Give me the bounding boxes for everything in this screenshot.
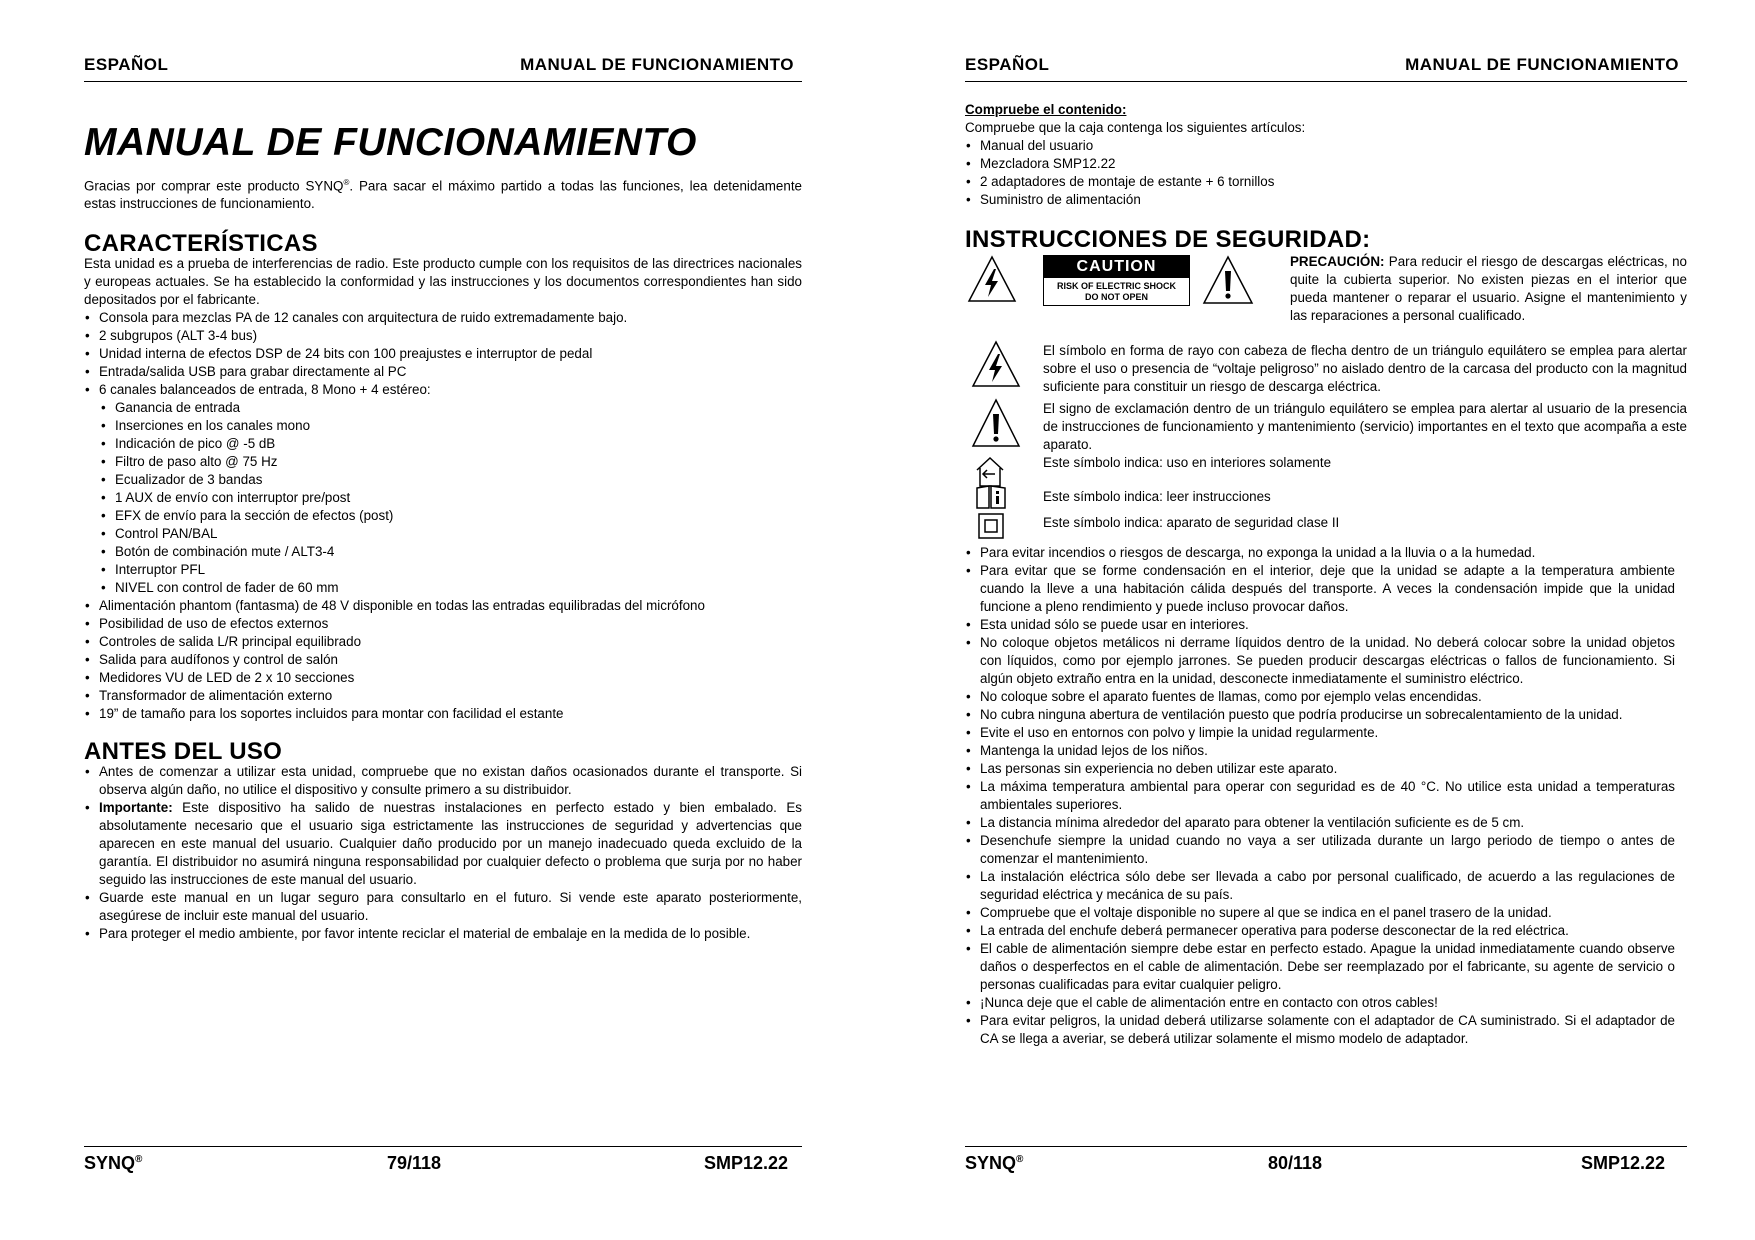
list-item: • Botón de combinación mute / ALT3-4 — [84, 543, 802, 561]
header-language: ESPAÑOL — [965, 55, 1050, 74]
footer-brand: SYNQ® — [84, 1153, 143, 1173]
read-instructions-text: Este símbolo indica: leer instrucciones — [1043, 489, 1271, 504]
safety-heading: INSTRUCCIONES DE SEGURIDAD: — [965, 226, 1371, 253]
class-ii-icon — [977, 512, 1005, 540]
safety-symbols-row — [965, 253, 1687, 338]
footer-model: SMP12.22 — [703, 1153, 788, 1173]
class2-explanation — [965, 514, 1687, 544]
exclamation-text: El signo de exclamación dentro de un triángulo equilátero se emplea para alertar al usuario de la presencia de instrucciones de funcionamiento y mantenimiento (servicio) importantes en el texto que acompaña a este aparato. — [1043, 401, 1687, 452]
list-item: • 2 adaptadores de montaje de estante + 6 tornillos — [965, 173, 1687, 191]
list-item: • Esta unidad sólo se puede usar en interiores. — [965, 616, 1675, 634]
caution-title: CAUTION — [1044, 256, 1189, 278]
list-item: • No coloque sobre el aparato fuentes de llamas, como por ejemplo velas encendidas. — [965, 688, 1675, 706]
read-instructions-icon — [975, 484, 1007, 510]
list-item: • La instalación eléctrica sólo debe ser llevada a cabo por personal cualificado, de acuerdo a las regulaciones de seguridad eléctrica y mecánica de su país. — [965, 868, 1675, 904]
exclamation-warning-icon — [1202, 255, 1254, 305]
class2-text: Este símbolo indica: aparato de seguridad clase II — [1043, 515, 1340, 530]
list-item: • Ganancia de entrada — [84, 399, 802, 417]
page-footer — [965, 1146, 1687, 1177]
list-item: • Para proteger el medio ambiente, por favor intente reciclar el material de embalaje en la medida de lo posible. — [84, 925, 802, 943]
footer-page-number: 80/118 — [1268, 1153, 1323, 1173]
list-item: • Controles de salida L/R principal equilibrado — [84, 633, 802, 651]
list-item: • Importante: Este dispositivo ha salido de nuestras instalaciones en perfecto estado y bien embalado. Es absolutamente necesario que el usuario siga estrictamente las instrucciones de seguridad y advertencias que aparecen en este manual del usuario. Cualquier daño producido por un manejo inadecuado queda excluido de la garantía. El distribuidor no asumirá ninguna responsabilidad por cualquier defecto o problema que surja por no haber seguido las instrucciones de este manual del usuario. — [84, 799, 802, 889]
contents-section — [965, 101, 1687, 209]
features-section — [84, 230, 802, 723]
list-item: • NIVEL con control de fader de 60 mm — [84, 579, 802, 597]
caution-text: RISK OF ELECTRIC SHOCK DO NOT OPEN — [1056, 281, 1176, 302]
list-item: • 19” de tamaño para los soportes incluidos para montar con facilidad el estante — [84, 705, 802, 723]
list-item: • Mezcladora SMP12.22 — [965, 155, 1687, 173]
page-body — [84, 121, 802, 963]
list-item: • La entrada del enchufe deberá permanecer operativa para poderse desconectar de la red eléctrica. — [965, 922, 1675, 940]
main-title: MANUAL DE FUNCIONAMIENTO — [84, 121, 697, 164]
safety-list — [965, 544, 1675, 1048]
contents-intro: Compruebe que la caja contenga los siguientes artículos: — [965, 120, 1306, 135]
list-item: • Compruebe que el voltaje disponible no supere al que se indica en el panel trasero de la unidad. — [965, 904, 1675, 922]
header-title: MANUAL DE FUNCIONAMIENTO — [520, 55, 794, 74]
features-paragraph: Esta unidad es a prueba de interferencias de radio. Este producto cumple con los requisitos de las directrices nacionales y europeas actuales. Se ha establecido la conformidad y las instrucciones y los documentos correspondientes han sido depositados por el fabricante. — [84, 256, 802, 308]
footer-page-number: 79/118 — [387, 1153, 442, 1173]
list-item: • 2 subgrupos (ALT 3-4 bus) — [84, 327, 802, 345]
features-list — [84, 309, 802, 399]
exclamation-explanation — [965, 400, 1687, 454]
list-item: • Suministro de alimentación — [965, 191, 1687, 209]
lightning-explanation — [965, 342, 1687, 396]
list-item: • Guarde este manual en un lugar seguro para consultarlo en el futuro. Si vende este aparato posteriormente, asegúrese de incluir este manual del usuario. — [84, 889, 802, 925]
list-item: • EFX de envío para la sección de efectos (post) — [84, 507, 802, 525]
before-use-list — [84, 763, 802, 943]
lightning-text: El símbolo en forma de rayo con cabeza de flecha dentro de un triángulo equilátero se emplea para alertar sobre el uso o presencia de “voltaje peligroso” no aislado dentro de la carcasa del producto con la magnitud suficiente para constituir un riesgo de descarga eléctrica. — [1043, 343, 1687, 394]
features-sublist — [84, 399, 802, 597]
header-language: ESPAÑOL — [84, 55, 169, 74]
list-item: • Interruptor PFL — [84, 561, 802, 579]
list-item: • Indicación de pico @ -5 dB — [84, 435, 802, 453]
list-item: • No coloque objetos metálicos ni derrame líquidos dentro de la unidad. No deberá colocar sobre la unidad objetos con líquidos, como por ejemplo jarrones. Se pueden producir descargas eléctricas o fallos de funcionamiento. Si algún objeto extraño entra en la unidad, desconecte inmediatamente el suministro eléctrico. — [965, 634, 1675, 688]
list-item: • ¡Nunca deje que el cable de alimentación entre en contacto con otros cables! — [965, 994, 1675, 1012]
list-item: • Para evitar incendios o riesgos de descarga, no exponga la unidad a la lluvia o a la humedad. — [965, 544, 1675, 562]
page-right — [965, 0, 1687, 1240]
page-footer — [84, 1146, 802, 1177]
list-item: • La máxima temperatura ambiental para operar con seguridad es de 40 °C. No utilice esta unidad a temperaturas ambientales superiores. — [965, 778, 1675, 814]
list-item: • 1 AUX de envío con interruptor pre/post — [84, 489, 802, 507]
list-item: • Para evitar que se forme condensación en el interior, deje que la unidad se adapte a la temperatura ambiente cuando la lleve a una habitación cálida después del transporte. A veces la condensación impide que la unidad funcione a pleno rendimiento y puede incluso provocar daños. — [965, 562, 1675, 616]
list-item: • Entrada/salida USB para grabar directamente al PC — [84, 363, 802, 381]
before-use-heading: ANTES DEL USO — [84, 738, 283, 766]
list-item: • Posibilidad de uso de efectos externos — [84, 615, 802, 633]
lightning-warning-icon — [967, 255, 1017, 303]
list-item: • Filtro de paso alto @ 75 Hz — [84, 453, 802, 471]
contents-list — [965, 137, 1687, 209]
lightning-warning-icon — [971, 340, 1021, 388]
list-item: • Ecualizador de 3 bandas — [84, 471, 802, 489]
list-item: • Consola para mezclas PA de 12 canales con arquitectura de ruido extremadamente bajo. — [84, 309, 802, 327]
intro-paragraph: Gracias por comprar este producto SYNQ®. Para sacar el máximo partido a todas las funciones, lea detenidamente estas instrucciones de funcionamiento. — [84, 178, 802, 212]
before-use-section — [84, 738, 802, 943]
list-item: • Inserciones en los canales mono — [84, 417, 802, 435]
list-item: • Desenchufe siempre la unidad cuando no vaya a ser utilizada durante un largo periodo de tiempo o antes de comenzar el mantenimiento. — [965, 832, 1675, 868]
list-item: • No cubra ninguna abertura de ventilación puesto que podría producirse un sobrecalentamiento de la unidad. — [965, 706, 1675, 724]
page-body — [965, 101, 1687, 1048]
list-item: • Evite el uso en entornos con polvo y limpie la unidad regularmente. — [965, 724, 1675, 742]
footer-model: SMP12.22 — [1580, 1153, 1665, 1173]
read-instructions-explanation — [965, 488, 1687, 514]
list-item: • Unidad interna de efectos DSP de 24 bits con 100 preajustes e interruptor de pedal — [84, 345, 802, 363]
list-item: • Salida para audífonos y control de salón — [84, 651, 802, 669]
precaution-text: PRECAUCIÓN: Para reducir el riesgo de descargas eléctricas, no quite la cubierta superior. No existen piezas en el interior que pueda mantener o reparar el usuario. Asigne el mantenimiento y las reparaciones a personal cualificado. — [1290, 254, 1687, 323]
list-item: • Para evitar peligros, la unidad deberá utilizarse solamente con el adaptador de CA suministrado. Si el adaptador de CA se llega a averiar, se deberá utilizar solamente el mismo modelo de adaptador. — [965, 1012, 1675, 1048]
list-item: • La distancia mínima alrededor del aparato para obtener la ventilación suficiente es de 5 cm. — [965, 814, 1675, 832]
list-item: • 6 canales balanceados de entrada, 8 Mono + 4 estéreo: — [84, 381, 802, 399]
list-item: • El cable de alimentación siempre debe estar en perfecto estado. Apague la unidad inmediatamente cuando observe daños o desperfectos en el cable de alimentación. Debe ser reemplazado por el fabricante, su agente de servicio o personas cualificadas para evitar cualquier peligro. — [965, 940, 1675, 994]
page-left — [84, 0, 802, 1240]
features-heading: CARACTERÍSTICAS — [84, 230, 318, 258]
features-list-continued — [84, 597, 802, 723]
header-title: MANUAL DE FUNCIONAMIENTO — [1405, 55, 1679, 74]
page-header — [965, 55, 1687, 82]
caution-label — [1043, 255, 1190, 306]
exclamation-warning-icon — [971, 398, 1021, 448]
list-item: • Transformador de alimentación externo — [84, 687, 802, 705]
page-header — [84, 55, 802, 82]
indoor-text: Este símbolo indica: uso en interiores solamente — [1043, 455, 1332, 470]
list-item: • Mantenga la unidad lejos de los niños. — [965, 742, 1675, 760]
list-item: • Antes de comenzar a utilizar esta unidad, compruebe que no existan daños ocasionados durante el transporte. Si observa algún daño, no utilice el dispositivo y consulte primero a su distribuidor. — [84, 763, 802, 799]
list-item: • Control PAN/BAL — [84, 525, 802, 543]
list-item: • Manual del usuario — [965, 137, 1687, 155]
footer-brand: SYNQ® — [965, 1153, 1024, 1173]
indoor-explanation — [965, 454, 1687, 488]
list-item: • Alimentación phantom (fantasma) de 48 V disponible en todas las entradas equilibradas del micrófono — [84, 597, 802, 615]
list-item: • Medidores VU de LED de 2 x 10 secciones — [84, 669, 802, 687]
contents-heading: Compruebe el contenido: — [965, 102, 1127, 117]
list-item: • Las personas sin experiencia no deben utilizar este aparato. — [965, 760, 1675, 778]
